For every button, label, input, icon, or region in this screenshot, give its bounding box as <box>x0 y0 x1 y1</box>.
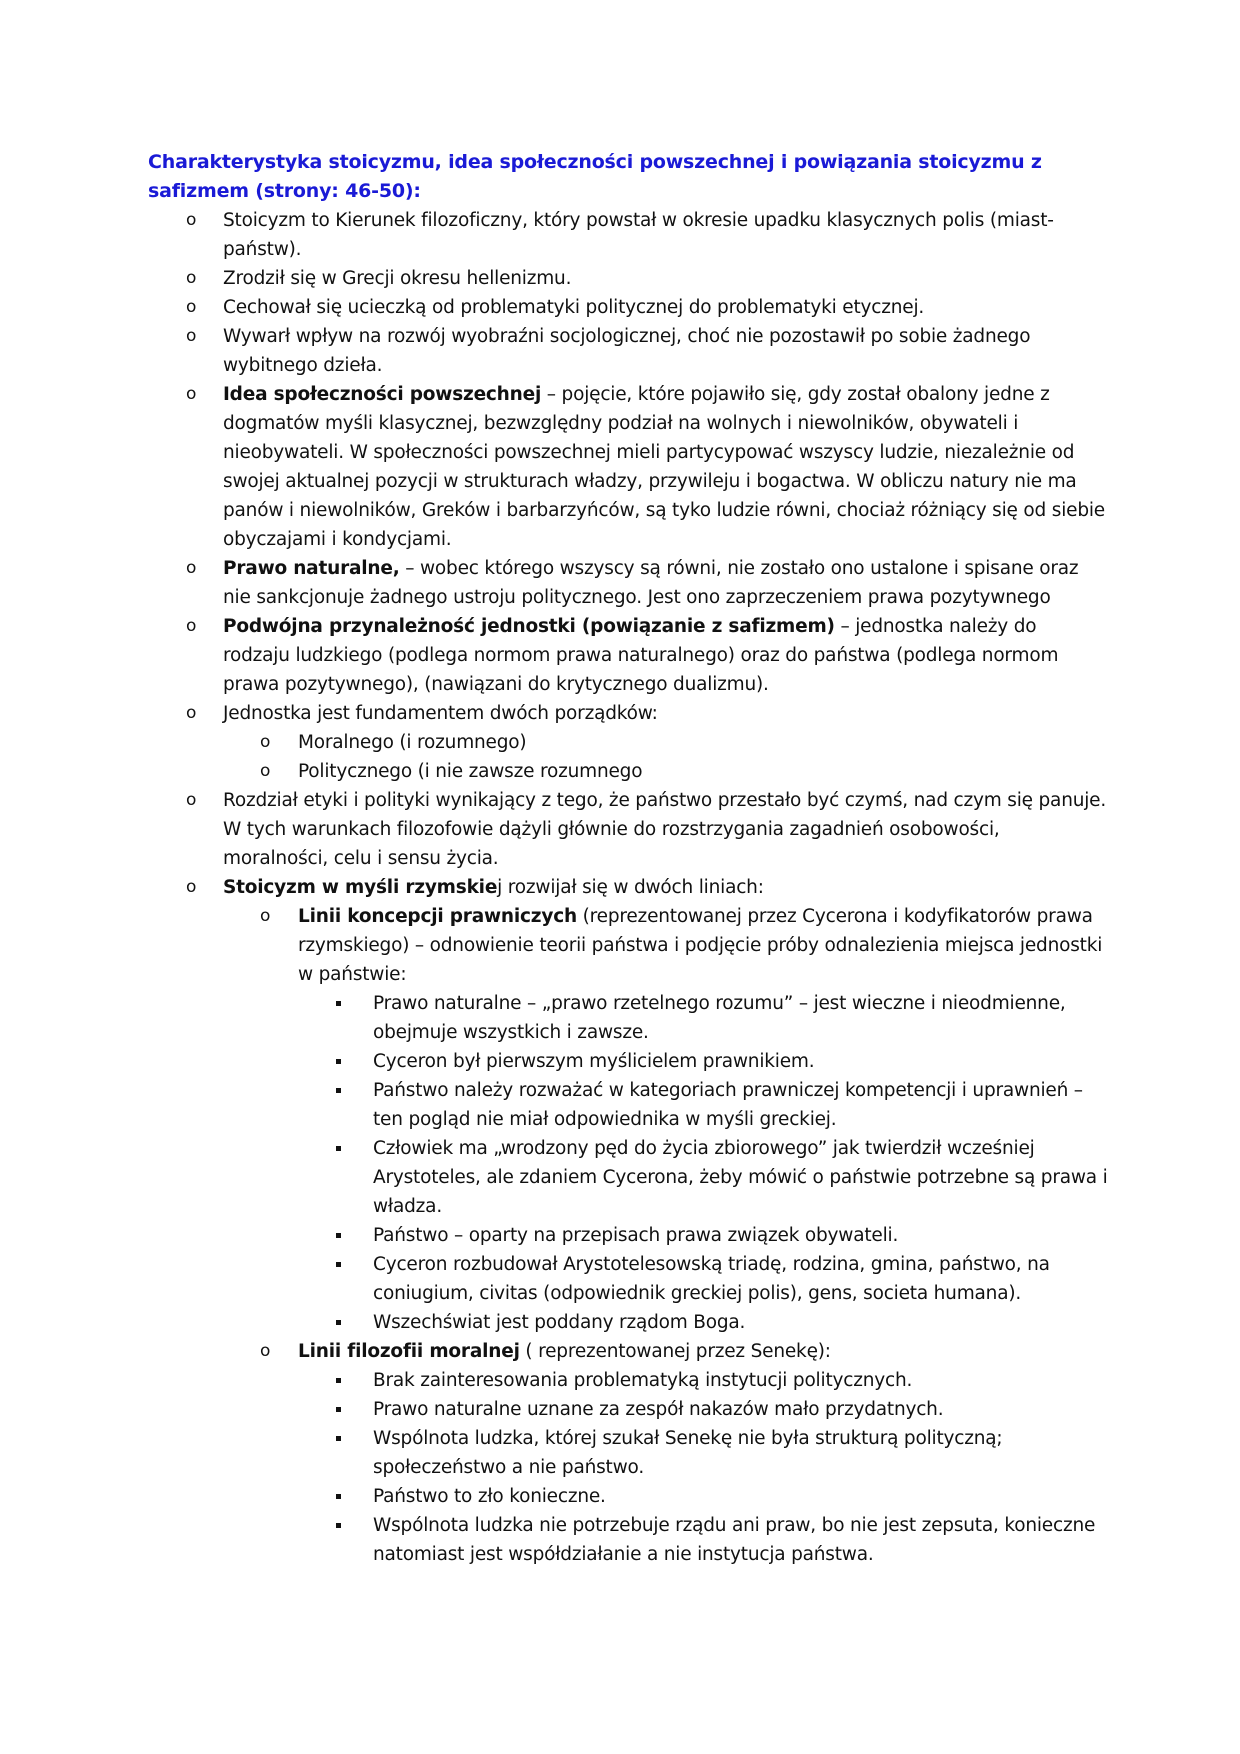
circle-bullet-icon: o <box>186 268 197 288</box>
square-bullet-icon <box>336 1233 341 1238</box>
square-bullet-icon <box>336 1059 341 1064</box>
point-item: Wszechświat jest poddany rządom Boga. <box>298 1308 1108 1337</box>
sublist-item: o Moralnego (i rozumnego) <box>223 728 1108 757</box>
point-item: Prawo naturalne uznane za zespół nakazów mało przydatnych. <box>298 1395 1108 1424</box>
circle-bullet-icon: o <box>186 558 197 578</box>
square-bullet-icon <box>336 1320 341 1325</box>
document-heading: Charakterystyka stoicyzmu, idea społeczności powszechnej i powiązania stoicyzmu z safizmem (strony: 46-50): <box>148 151 1042 202</box>
orders-sublist <box>223 728 1108 786</box>
point-item: Państwo to zło konieczne. <box>298 1482 1108 1511</box>
list-item: o Rozdział etyki i polityki wynikający z tego, że państwo przestało być czymś, nad czym się panuje. W tych warunkach filozofowie dążyli głównie do rozstrzygania zagadnień osobowości, moralności, celu i sensu życia. <box>148 786 1108 873</box>
square-bullet-icon <box>336 1088 341 1093</box>
list-item: o Prawo naturalne, – wobec którego wszyscy są równi, nie zostało ono ustalone i spisane oraz nie sankcjonuje żadnego ustroju politycznego. Jest ono zaprzeczeniem prawa pozytywnego <box>148 554 1108 612</box>
point-item: Państwo należy rozważać w kategoriach prawniczej kompetencji i uprawnień – ten pogląd nie miał odpowiednika w myśli greckiej. <box>298 1076 1108 1134</box>
list-item: o Stoicyzm w myśli rzymskiej rozwijał się w dwóch liniach: o Linii koncepcji prawniczych (reprezentowanej przez Cycerona i kodyfikatorów prawa rzymskiego) – odnowienie teorii państwa i podjęcie próby odnalezienia miejsca jednostki w państwie: Prawo naturalne – „prawo rzetelnego rozumu” – jest wieczne i nieodmienne, obejmuje wszystkich i zawsze. Cyceron był pierwszym myślicielem prawnikiem. Państwo należy rozważać w kategoriach prawniczej kompetencji i uprawnień – ten pogląd nie miał odpowiednika w myśli greckiej. Człowiek ma „wrodzony pęd do życia zbiorowego” jak twierdził wcześniej Arystoteles, ale zdaniem Cycerona, żeby mówić o państwie potrzebne są prawa i władza. Państwo – oparty na przepisach prawa związek obywateli. Cyceron rozbudował Arystotelesowską triadę, rodzina, gmina, państwo, na coniugium, civitas (odpowiednik greckiej polis), gens, societa humana). Wszechświat jest poddany rządom Boga. o Linii filozofii moralnej ( reprezentowanej przez Senekę): Brak zainteresowania problematyką instytucji politycznych. Prawo naturalne uznane za zespół nakazów mało przydatnych. Wspólnota ludzka, której szukał Senekę nie była strukturą polityczną; społeczeństwo a nie państwo. Państwo to zło konieczne. Wspólnota ludzka nie potrzebuje rządu ani praw, bo nie jest zepsuta, konieczne natomiast jest współdziałanie a nie instytucja państwa. <box>148 873 1108 1569</box>
point-item: Wspólnota ludzka, której szukał Senekę nie była strukturą polityczną; społeczeństwo a nie państwo. <box>298 1424 1108 1482</box>
circle-bullet-icon: o <box>260 1341 271 1361</box>
main-list <box>148 206 1108 1569</box>
circle-bullet-icon: o <box>260 732 271 752</box>
circle-bullet-icon: o <box>186 384 197 404</box>
list-item: o Idea społeczności powszechnej – pojęcie, które pojawiło się, gdy został obalony jedne z dogmatów myśli klasycznej, bezwzględny podział na wolnych i niewolników, obywateli i nieobywateli. W społeczności powszechnej mieli partycypować wszyscy ludzie, niezależnie od swojej aktualnej pozycji w strukturach władzy, przywileju i bogactwa. W obliczu natury nie ma panów i niewolników, Greków i barbarzyńców, są tyko ludzie równi, chociaż różniący się od siebie obyczajami i kondycjami. <box>148 380 1108 554</box>
circle-bullet-icon: o <box>260 761 271 781</box>
square-bullet-icon <box>336 1001 341 1006</box>
list-item: o Jednostka jest fundamentem dwóch porządków: o Moralnego (i rozumnego) o Politycznego (i nie zawsze rozumnego <box>148 699 1108 786</box>
square-bullet-icon <box>336 1407 341 1412</box>
list-item: o Zrodził się w Grecji okresu hellenizmu. <box>148 264 1108 293</box>
list-item: o Podwójna przynależność jednostki (powiązanie z safizmem) – jednostka należy do rodzaju ludzkiego (podlega normom prawa naturalnego) oraz do państwa (podlega normom prawa pozytywnego), (nawiązani do krytycznego dualizmu). <box>148 612 1108 699</box>
lines-sublist <box>223 902 1108 1569</box>
circle-bullet-icon: o <box>186 210 197 230</box>
square-bullet-icon <box>336 1378 341 1383</box>
point-item: Człowiek ma „wrodzony pęd do życia zbiorowego” jak twierdził wcześniej Arystoteles, ale zdaniem Cycerona, żeby mówić o państwie potrzebne są prawa i władza. <box>298 1134 1108 1221</box>
square-bullet-icon <box>336 1146 341 1151</box>
points-list <box>298 1366 1108 1569</box>
circle-bullet-icon: o <box>186 297 197 317</box>
circle-bullet-icon: o <box>186 877 197 897</box>
sublist-item: o Linii koncepcji prawniczych (reprezentowanej przez Cycerona i kodyfikatorów prawa rzymskiego) – odnowienie teorii państwa i podjęcie próby odnalezienia miejsca jednostki w państwie: Prawo naturalne – „prawo rzetelnego rozumu” – jest wieczne i nieodmienne, obejmuje wszystkich i zawsze. Cyceron był pierwszym myślicielem prawnikiem. Państwo należy rozważać w kategoriach prawniczej kompetencji i uprawnień – ten pogląd nie miał odpowiednika w myśli greckiej. Człowiek ma „wrodzony pęd do życia zbiorowego” jak twierdził wcześniej Arystoteles, ale zdaniem Cycerona, żeby mówić o państwie potrzebne są prawa i władza. Państwo – oparty na przepisach prawa związek obywateli. Cyceron rozbudował Arystotelesowską triadę, rodzina, gmina, państwo, na coniugium, civitas (odpowiednik greckiej polis), gens, societa humana). Wszechświat jest poddany rządom Boga. <box>223 902 1108 1337</box>
point-item: Cyceron był pierwszym myślicielem prawnikiem. <box>298 1047 1108 1076</box>
point-item: Cyceron rozbudował Arystotelesowską triadę, rodzina, gmina, państwo, na coniugium, civitas (odpowiednik greckiej polis), gens, societa humana). <box>298 1250 1108 1308</box>
circle-bullet-icon: o <box>260 906 271 926</box>
square-bullet-icon <box>336 1262 341 1267</box>
list-item: o Stoicyzm to Kierunek filozoficzny, który powstał w okresie upadku klasycznych polis (miast-państw). <box>148 206 1108 264</box>
list-item: o Cechował się ucieczką od problematyki politycznej do problematyki etycznej. <box>148 293 1108 322</box>
sublist-item: o Linii filozofii moralnej ( reprezentowanej przez Senekę): Brak zainteresowania problematyką instytucji politycznych. Prawo naturalne uznane za zespół nakazów mało przydatnych. Wspólnota ludzka, której szukał Senekę nie była strukturą polityczną; społeczeństwo a nie państwo. Państwo to zło konieczne. Wspólnota ludzka nie potrzebuje rządu ani praw, bo nie jest zepsuta, konieczne natomiast jest współdziałanie a nie instytucja państwa. <box>223 1337 1108 1569</box>
point-item: Prawo naturalne – „prawo rzetelnego rozumu” – jest wieczne i nieodmienne, obejmuje wszystkich i zawsze. <box>298 989 1108 1047</box>
circle-bullet-icon: o <box>186 703 197 723</box>
square-bullet-icon <box>336 1523 341 1528</box>
list-item: o Wywarł wpływ na rozwój wyobraźni socjologicznej, choć nie pozostawił po sobie żadnego wybitnego dzieła. <box>148 322 1108 380</box>
circle-bullet-icon: o <box>186 616 197 636</box>
points-list <box>298 989 1108 1337</box>
circle-bullet-icon: o <box>186 790 197 810</box>
square-bullet-icon <box>336 1494 341 1499</box>
point-item: Wspólnota ludzka nie potrzebuje rządu ani praw, bo nie jest zepsuta, konieczne natomiast jest współdziałanie a nie instytucja państwa. <box>298 1511 1108 1569</box>
point-item: Państwo – oparty na przepisach prawa związek obywateli. <box>298 1221 1108 1250</box>
sublist-item: o Politycznego (i nie zawsze rozumnego <box>223 757 1108 786</box>
document-page <box>148 148 1108 1569</box>
square-bullet-icon <box>336 1436 341 1441</box>
circle-bullet-icon: o <box>186 326 197 346</box>
point-item: Brak zainteresowania problematyką instytucji politycznych. <box>298 1366 1108 1395</box>
